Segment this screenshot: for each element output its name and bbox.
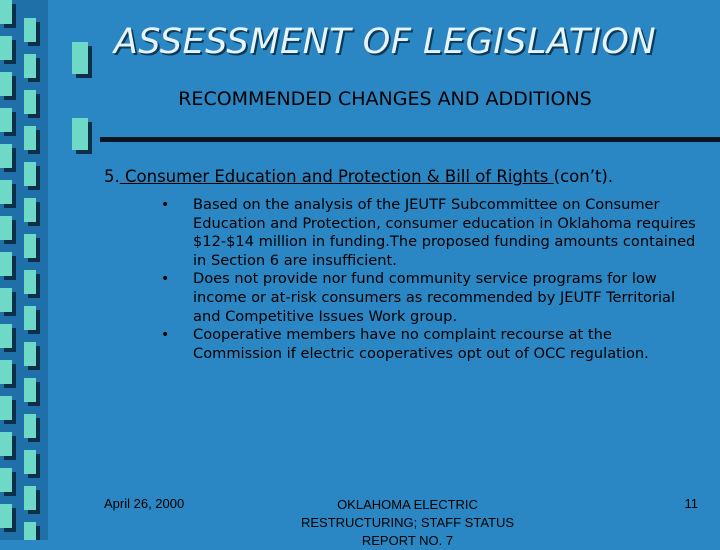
deco-block [0,216,12,240]
deco-block [24,234,36,258]
deco-block [0,324,12,348]
deco-block [24,162,36,186]
deco-block [24,126,36,150]
deco-block [0,252,12,276]
bullet-item [160,196,705,270]
deco-block [24,270,36,294]
section-number: 5. [104,167,120,186]
deco-block [24,450,36,474]
footer-date: April 26, 2000 [104,496,185,511]
bullet-list [160,196,705,363]
deco-block [0,72,12,96]
deco-block [24,522,36,540]
deco-block [24,198,36,222]
footer-title: OKLAHOMA ELECTRIC RESTRUCTURING; STAFF STATUS REPORT NO. 7 [300,497,515,548]
deco-block [0,432,12,456]
deco-block [24,54,36,78]
deco-block [0,468,12,492]
title-divider-bar [100,137,720,142]
bullet-icon: • [161,271,170,288]
slide-subtitle: RECOMMENDED CHANGES AND ADDITIONS [178,88,592,110]
deco-block [24,414,36,438]
bullet-item [160,270,705,326]
slide-title: ASSESSMENT OF LEGISLATION [113,22,657,62]
bullet-icon: • [161,327,170,344]
deco-block [24,486,36,510]
deco-block [0,108,12,132]
deco-block [24,306,36,330]
deco-block [0,36,12,60]
deco-block [0,144,12,168]
section-heading [104,167,714,186]
bullet-item [160,326,705,363]
bullet-icon: • [161,197,170,213]
deco-block [0,504,12,528]
section-suffix: (con’t). [553,167,614,186]
bullet-text: Based on the analysis of the JEUTF Subcommittee on Consumer Education and Protection, consumer education in Oklahoma requires $12-$14 million in funding.The proposed funding amounts contained in Section 6 are insufficient. [193,196,696,269]
deco-block [0,288,12,312]
deco-block [0,0,12,24]
deco-block [0,180,12,204]
deco-block [24,378,36,402]
deco-block [24,342,36,366]
deco-block [72,118,88,150]
deco-block [24,18,36,42]
bullet-text: Does not provide nor fund community service programs for low income or at-risk consumers as recommended by JEUTF Territorial and Competitive Issues Work group. [193,270,676,325]
bullet-text: Cooperative members have no complaint recourse at the Commission if electric cooperatives opt out of OCC regulation. [193,326,649,362]
deco-block [24,90,36,114]
section-title: Consumer Education and Protection & Bill of Rights [119,167,554,186]
deco-block [0,396,12,420]
deco-block [0,360,12,384]
footer-page-number: 11 [684,496,698,511]
